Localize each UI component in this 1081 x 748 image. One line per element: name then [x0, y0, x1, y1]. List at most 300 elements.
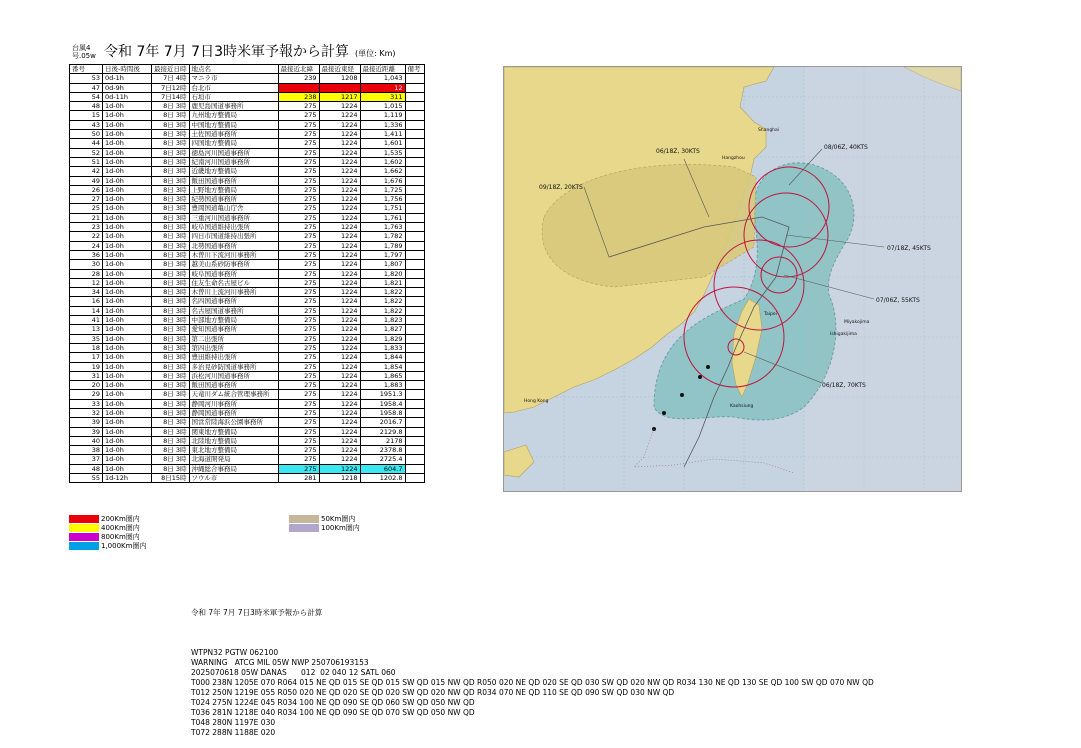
table-cell: 1224 [319, 260, 360, 269]
table-cell: 徳島河川国道事務所 [189, 148, 278, 157]
table-cell: 275 [278, 334, 319, 343]
table-cell: 1d-0h [103, 343, 152, 352]
legend-label: 800Km圏内 [101, 533, 140, 541]
bulletin-line: T024 275N 1224E 045 R034 100 NE QD 090 SE QD 060 SW QD 050 NW QD [191, 698, 475, 707]
table-row [70, 297, 425, 306]
table-row [70, 278, 425, 287]
table-cell: 8日 3時 [152, 260, 190, 269]
table-cell: 1,015 [360, 102, 405, 111]
table-cell: 30 [70, 260, 103, 269]
table-row [70, 185, 425, 194]
table-cell: 鹿児島国道事務所 [189, 102, 278, 111]
table-cell: 8日 3時 [152, 167, 190, 176]
table-cell: 1,883 [360, 381, 405, 390]
table-cell: 275 [278, 343, 319, 352]
table-cell: 22 [70, 232, 103, 241]
table-cell [405, 260, 424, 269]
bulletin-line: T012 250N 1219E 055 R050 020 NE QD 020 SE QD 020 SW QD 020 NW QD R034 070 NE QD 110 SE QD 090 SW QD 030 NW QD [191, 688, 675, 697]
table-cell: 1224 [319, 223, 360, 232]
table-cell: 50 [70, 130, 103, 139]
table-cell: 近畿地方整備局 [189, 167, 278, 176]
table-cell: 1224 [319, 120, 360, 129]
table-cell [405, 343, 424, 352]
table-cell: 275 [278, 232, 319, 241]
table-cell: 四日市国道維持出張所 [189, 232, 278, 241]
table-cell: 8日 3時 [152, 250, 190, 259]
table-cell: 多治見砂防国道事務所 [189, 362, 278, 371]
col-header: 最接近距離 [360, 65, 405, 74]
table-cell: 1,823 [360, 316, 405, 325]
table-cell: 51 [70, 157, 103, 166]
table-row [70, 288, 425, 297]
table-cell: 1224 [319, 353, 360, 362]
table-row [70, 120, 425, 129]
table-cell: 8日 3時 [152, 111, 190, 120]
table-cell: 275 [278, 316, 319, 325]
table-cell: 1224 [319, 288, 360, 297]
table-cell [405, 334, 424, 343]
table-cell: 土佐国道事務所 [189, 130, 278, 139]
table-cell [405, 436, 424, 445]
table-cell: 39 [70, 427, 103, 436]
table-cell: 木曽川下流河川事務所 [189, 250, 278, 259]
legend-swatch [69, 524, 99, 532]
table-cell: 浜松河川国道事務所 [189, 371, 278, 380]
table-cell: 1224 [319, 427, 360, 436]
table-cell: 1d-0h [103, 213, 152, 222]
table-cell: 静岡国道事務所 [189, 408, 278, 417]
table-cell: 8日 3時 [152, 269, 190, 278]
table-cell [405, 241, 424, 250]
table-cell: 24 [70, 241, 103, 250]
table-cell: 275 [278, 464, 319, 473]
table-cell: 8日 3時 [152, 418, 190, 427]
table-cell: 18 [70, 343, 103, 352]
bulletin-line: T072 288N 1188E 020 [191, 728, 276, 737]
table-row [70, 334, 425, 343]
table-cell: 1224 [319, 269, 360, 278]
table-cell: 48 [70, 102, 103, 111]
table-cell: 49 [70, 176, 103, 185]
table-cell: 2129.8 [360, 427, 405, 436]
bulletin-line: T048 280N 1197E 030 [191, 718, 276, 727]
table-cell: 名古屋国道事務所 [189, 306, 278, 315]
table-cell: 12 [360, 83, 405, 92]
table-cell: 275 [278, 381, 319, 390]
bulletin-title: 令和 7年 7月 7日3時米軍予報から計算 [191, 608, 323, 617]
table-cell: 12 [70, 278, 103, 287]
table-cell [405, 371, 424, 380]
table-cell: 275 [278, 195, 319, 204]
table-row [70, 316, 425, 325]
table-cell: 1d-0h [103, 241, 152, 250]
table-cell: 275 [278, 390, 319, 399]
table-cell: 275 [278, 167, 319, 176]
table-cell: 1d-0h [103, 260, 152, 269]
col-header: 最接近日時 [152, 65, 190, 74]
table-cell: 1,844 [360, 353, 405, 362]
table-cell [405, 269, 424, 278]
unit-label: (単位: Km) [354, 49, 396, 58]
table-row [70, 232, 425, 241]
table-row [70, 343, 425, 352]
legend-left [69, 515, 146, 551]
table-row [70, 157, 425, 166]
table-cell: 1d-0h [103, 399, 152, 408]
table-cell: 1d-0h [103, 130, 152, 139]
table-cell: 34 [70, 288, 103, 297]
table-cell: 豊岡国道亀山庁舎 [189, 204, 278, 213]
table-cell: ソウル市 [189, 474, 278, 483]
table-cell: 1224 [319, 436, 360, 445]
table-cell: 愛知国道事務所 [189, 325, 278, 334]
table-cell: 8日 3時 [152, 102, 190, 111]
legend-item [289, 524, 360, 533]
table-cell: 32 [70, 408, 103, 417]
storm-label-line1: 台風4 [72, 44, 91, 52]
table-cell: 1224 [319, 204, 360, 213]
table-cell [405, 399, 424, 408]
table-cell [405, 223, 424, 232]
legend-right [289, 515, 360, 533]
table-cell: 8日 3時 [152, 371, 190, 380]
table-cell [405, 176, 424, 185]
table-cell: 8日 3時 [152, 130, 190, 139]
table-row [70, 167, 425, 176]
table-cell: 8日 3時 [152, 204, 190, 213]
table-cell [405, 213, 424, 222]
table-cell: 1224 [319, 139, 360, 148]
table-cell: 21 [70, 213, 103, 222]
table-cell: 四国地方整備局 [189, 139, 278, 148]
label-0618-70: 06/18Z, 70KTS [822, 382, 866, 389]
table-cell: 1d-0h [103, 334, 152, 343]
table-cell: 1d-0h [103, 325, 152, 334]
legend-label: 100Km圏内 [321, 524, 360, 532]
table-cell [405, 148, 424, 157]
legend-label: 1,000Km圏内 [101, 542, 147, 550]
table-cell: 1,761 [360, 213, 405, 222]
table-cell: 38 [70, 446, 103, 455]
table-cell: 1d-0h [103, 446, 152, 455]
table-row [70, 408, 425, 417]
table-cell: 8日 3時 [152, 390, 190, 399]
legend-swatch [69, 515, 99, 523]
table-cell: 8日 3時 [152, 343, 190, 352]
table-cell: 1d-0h [103, 278, 152, 287]
table-row [70, 418, 425, 427]
table-cell [405, 250, 424, 259]
table-cell: 上野地方整備局 [189, 185, 278, 194]
table-cell: 275 [278, 130, 319, 139]
table-cell: 8日 3時 [152, 334, 190, 343]
table-cell: 27 [70, 195, 103, 204]
table-cell: 第二出張所 [189, 334, 278, 343]
table-cell: 1d-0h [103, 390, 152, 399]
table-cell: 1,411 [360, 130, 405, 139]
table-cell: 604.7 [360, 464, 405, 473]
table-row [70, 353, 425, 362]
city-ishigaki: Ishigakijima [830, 332, 857, 337]
table-cell: 1,336 [360, 120, 405, 129]
table-row [70, 250, 425, 259]
table-cell: 1d-0h [103, 381, 152, 390]
table-cell: 1d-0h [103, 306, 152, 315]
table-cell: 15 [70, 111, 103, 120]
label-0718-45: 07/18Z, 45KTS [887, 245, 931, 252]
table-cell: 1,601 [360, 139, 405, 148]
table-cell: 1d-0h [103, 102, 152, 111]
legend-label: 400Km圏内 [101, 524, 140, 532]
table-cell: 275 [278, 278, 319, 287]
table-row [70, 306, 425, 315]
col-header: 日後-時間後 [103, 65, 152, 74]
legend-item [69, 524, 146, 533]
table-cell: 1d-0h [103, 157, 152, 166]
table-cell: 1d-0h [103, 464, 152, 473]
table-cell: 静岡河川事務所 [189, 399, 278, 408]
table-cell: 8日 3時 [152, 213, 190, 222]
table-cell: 中国地方整備局 [189, 120, 278, 129]
bulletin-line: 2025070618 05W DANAS 012 02 040 12 SATL 060 [191, 668, 396, 677]
table-cell: 1,821 [360, 278, 405, 287]
table-cell: 1d-0h [103, 316, 152, 325]
table-cell: 1d-0h [103, 139, 152, 148]
storm-label [72, 44, 96, 60]
table-cell: 1d-0h [103, 232, 152, 241]
table-cell: 1224 [319, 381, 360, 390]
table-cell: 8日 3時 [152, 362, 190, 371]
city-hangzhou: Hangzhou [722, 156, 745, 161]
table-cell: 275 [278, 436, 319, 445]
table-row [70, 427, 425, 436]
table-cell: 1218 [319, 474, 360, 483]
col-header: 最接近北緯 [278, 65, 319, 74]
table-cell: 1,820 [360, 269, 405, 278]
table-cell: 1224 [319, 464, 360, 473]
table-cell: 16 [70, 297, 103, 306]
table-cell [405, 325, 424, 334]
table-cell: 29 [70, 390, 103, 399]
legend-item [69, 515, 146, 524]
table-row [70, 241, 425, 250]
table-cell [405, 474, 424, 483]
table-cell: 三重河川国道事務所 [189, 213, 278, 222]
table-cell: 1d-0h [103, 167, 152, 176]
table-cell: 1224 [319, 362, 360, 371]
table-cell: 2725.4 [360, 455, 405, 464]
table-cell [405, 120, 424, 129]
table-cell: 0d-1h [103, 74, 152, 83]
table-cell: 14 [70, 306, 103, 315]
table-cell: 275 [278, 399, 319, 408]
table-cell [405, 157, 424, 166]
table-cell: 8日 3時 [152, 297, 190, 306]
table-cell: 関東地方整備局 [189, 427, 278, 436]
table-cell: 33 [70, 399, 103, 408]
table-cell: 1224 [319, 316, 360, 325]
city-hongkong: Hong Kong [524, 399, 549, 404]
table-cell: 35 [70, 334, 103, 343]
table-row [70, 204, 425, 213]
table-cell [278, 83, 319, 92]
table-row [70, 130, 425, 139]
table-cell [405, 74, 424, 83]
table-cell: 43 [70, 120, 103, 129]
table-cell: 275 [278, 306, 319, 315]
table-cell: 越美山系砂防事務所 [189, 260, 278, 269]
table-cell: 238 [278, 92, 319, 101]
table-header-row [70, 65, 425, 74]
table-cell: 1,756 [360, 195, 405, 204]
table-cell [405, 455, 424, 464]
table-cell [405, 446, 424, 455]
table-cell: 1d-0h [103, 455, 152, 464]
table-cell: 飯田国道事務所 [189, 176, 278, 185]
table-cell: 8日15時 [152, 474, 190, 483]
storm-label-line2: 号.05w [72, 52, 96, 60]
table-cell: 1224 [319, 195, 360, 204]
table-cell: 1224 [319, 306, 360, 315]
table-row [70, 92, 425, 101]
table-cell: 8日 3時 [152, 455, 190, 464]
city-taipei: Taipei [764, 312, 777, 317]
table-cell: 1958.8 [360, 408, 405, 417]
table-cell [405, 288, 424, 297]
bulletin-line: WTPN32 PGTW 062100 [191, 648, 279, 657]
table-cell: 1,782 [360, 232, 405, 241]
table-cell: 1951.3 [360, 390, 405, 399]
table-cell: 8日 3時 [152, 288, 190, 297]
table-cell: 311 [360, 92, 405, 101]
table-cell [405, 427, 424, 436]
table-cell: 天竜川ダム統合管理事務所 [189, 390, 278, 399]
table-cell: 1224 [319, 455, 360, 464]
table-cell [405, 306, 424, 315]
table-cell: 1,535 [360, 148, 405, 157]
bulletin-line: T000 238N 1205E 070 R064 015 NE QD 015 SE QD 015 SW QD 015 NW QD R050 020 NE QD 020 SE QD 030 SW QD 020 NW QD R034 130 NE QD 130 SE QD 100 SW QD 070 NW QD [191, 678, 874, 687]
table-cell: 1,662 [360, 167, 405, 176]
table-cell: 7日14時 [152, 92, 190, 101]
table-row [70, 381, 425, 390]
table-cell: 北海道開発局 [189, 455, 278, 464]
table-cell: 2016.7 [360, 418, 405, 427]
table-cell: 1d-0h [103, 436, 152, 445]
table-cell: 1217 [319, 92, 360, 101]
table-cell [405, 390, 424, 399]
label-0806-40: 08/06Z, 40KTS [824, 144, 868, 151]
table-cell [405, 130, 424, 139]
table-cell [405, 381, 424, 390]
col-header: 備考 [405, 65, 424, 74]
table-cell: 1d-0h [103, 195, 152, 204]
legend-label: 50Km圏内 [321, 515, 356, 523]
table-cell [405, 297, 424, 306]
table-cell: 23 [70, 223, 103, 232]
table-row [70, 111, 425, 120]
table-cell: 1,043 [360, 74, 405, 83]
table-cell: 1d-0h [103, 371, 152, 380]
table-cell: 17 [70, 353, 103, 362]
table-cell: 1224 [319, 130, 360, 139]
table-row [70, 102, 425, 111]
jtwc-bulletin [191, 588, 874, 748]
table-cell: 1d-0h [103, 297, 152, 306]
table-cell: 275 [278, 185, 319, 194]
city-miyakojima: Miyakojima [844, 320, 870, 325]
legend-swatch [289, 515, 319, 523]
col-header: 地点名 [189, 65, 278, 74]
table-cell: 52 [70, 148, 103, 157]
table-cell: 2178 [360, 436, 405, 445]
table-cell: 1,833 [360, 343, 405, 352]
table-cell: 275 [278, 204, 319, 213]
table-cell: 1d-0h [103, 353, 152, 362]
table-cell: 275 [278, 148, 319, 157]
table-row [70, 260, 425, 269]
table-row [70, 148, 425, 157]
table-cell: 41 [70, 316, 103, 325]
table-cell: 1224 [319, 157, 360, 166]
table-cell: 1d-0h [103, 176, 152, 185]
table-cell [405, 232, 424, 241]
table-cell: 北勢国道事務所 [189, 241, 278, 250]
table-cell: 8日 3時 [152, 278, 190, 287]
table-cell: 2378.8 [360, 446, 405, 455]
table-cell: 8日 3時 [152, 464, 190, 473]
table-cell: 275 [278, 223, 319, 232]
table-cell: 岐阜国道事務所 [189, 269, 278, 278]
table-cell: 1,763 [360, 223, 405, 232]
table-cell: 8日 3時 [152, 325, 190, 334]
table-cell: 275 [278, 102, 319, 111]
table-cell: 42 [70, 167, 103, 176]
table-row [70, 325, 425, 334]
col-header: 最接近東経 [319, 65, 360, 74]
label-0706-55: 07/06Z, 55KTS [876, 297, 920, 304]
table-cell: 1224 [319, 148, 360, 157]
table-row [70, 371, 425, 380]
table-cell: 275 [278, 427, 319, 436]
table-cell: 275 [278, 408, 319, 417]
table-cell: 国営常陸海浜公園事務所 [189, 418, 278, 427]
table-cell: 8日 3時 [152, 436, 190, 445]
table-cell: 住友生命名古屋ビル [189, 278, 278, 287]
table-cell: 55 [70, 474, 103, 483]
table-cell: 1d-0h [103, 185, 152, 194]
table-cell: 8日 3時 [152, 316, 190, 325]
table-cell: 九州地方整備局 [189, 111, 278, 120]
table-cell [405, 353, 424, 362]
table-cell: 8日 3時 [152, 381, 190, 390]
table-cell: 1d-0h [103, 250, 152, 259]
table-cell [405, 167, 424, 176]
table-row [70, 474, 425, 483]
table-cell: 1,822 [360, 288, 405, 297]
table-cell: 1224 [319, 232, 360, 241]
table-row [70, 362, 425, 371]
table-cell: 19 [70, 362, 103, 371]
table-cell: 1224 [319, 334, 360, 343]
table-cell [405, 195, 424, 204]
table-cell: 275 [278, 213, 319, 222]
table-cell: 1,119 [360, 111, 405, 120]
table-cell: 39 [70, 418, 103, 427]
table-cell: 8日 3時 [152, 427, 190, 436]
table-cell: 8日 3時 [152, 223, 190, 232]
table-row [70, 139, 425, 148]
table-cell: 1d-0h [103, 427, 152, 436]
